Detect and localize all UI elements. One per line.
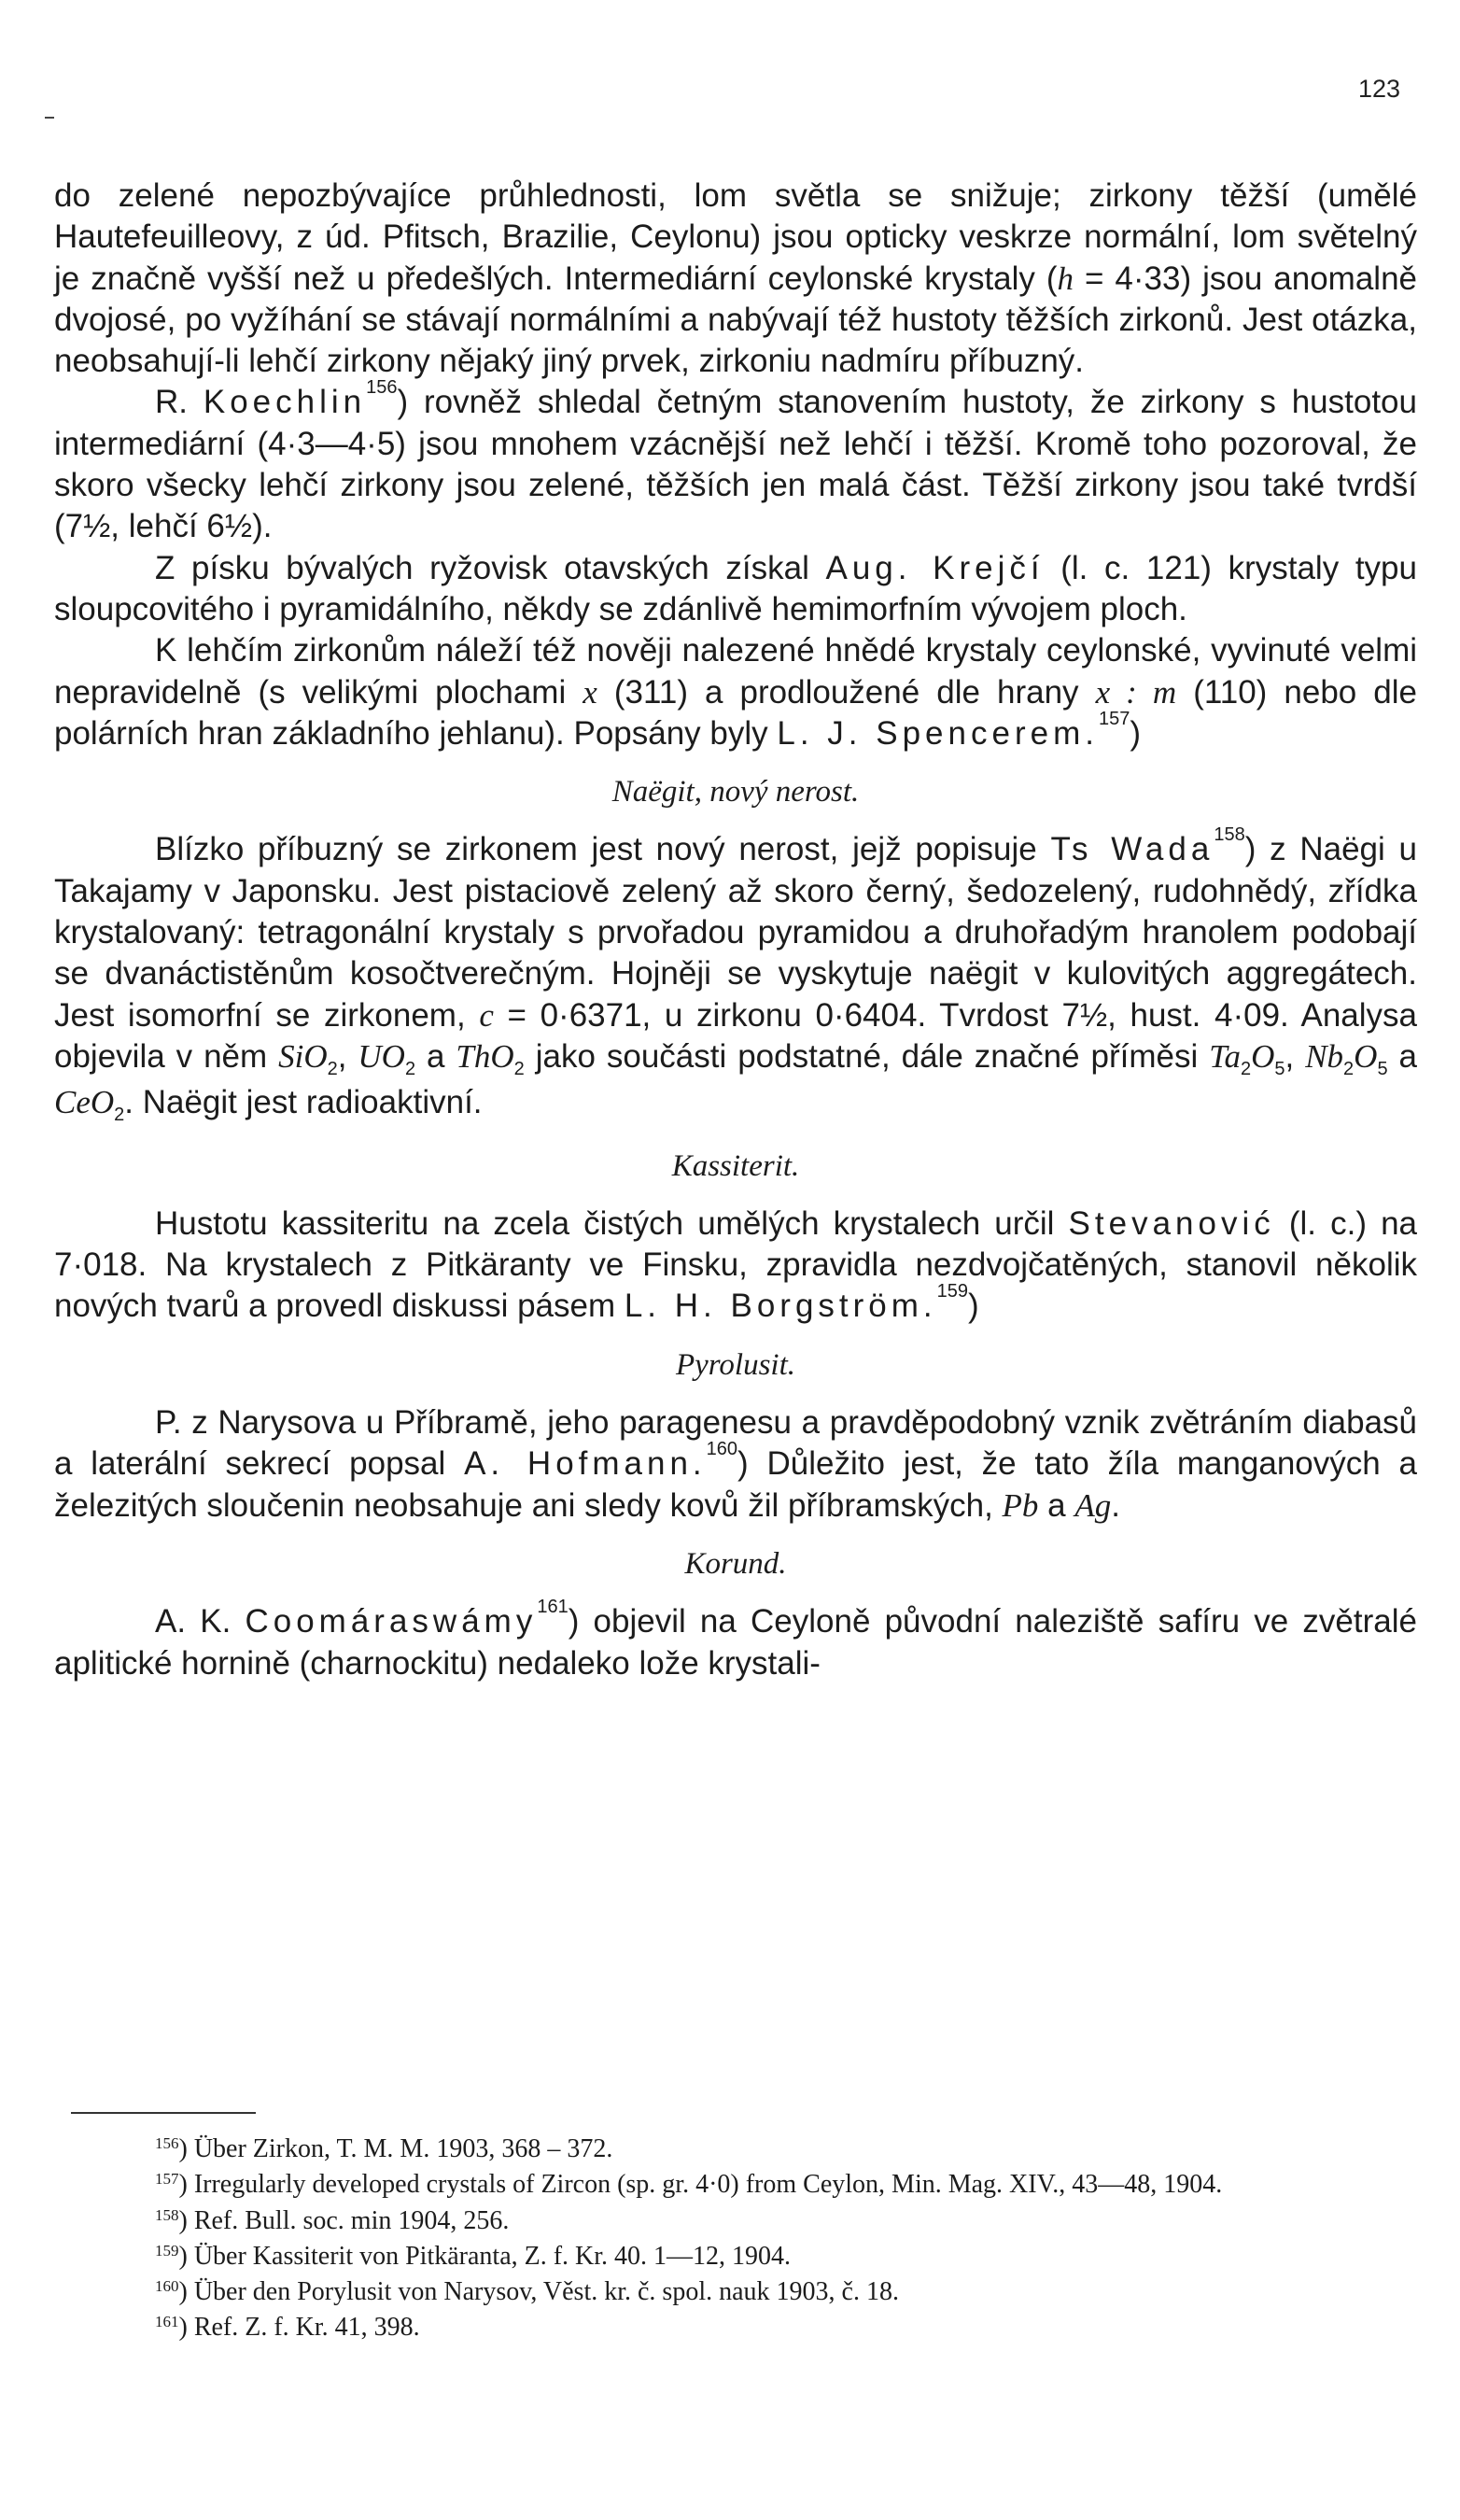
author-name: Koechlin (203, 384, 367, 421)
author-name: A. Hofmann. (464, 1445, 707, 1483)
section-heading-pyrolusit: Pyrolusit. (675, 1347, 796, 1382)
page-number: 123 (1358, 75, 1401, 103)
paragraph-koechlin: R. Koechlin$^{156}$) rovněž shledal četným stanovením hustoty, že zirkony s hustotou intermediární (4·3—4·5) jsou mnohem vzácnější než lehčí i těžší. Kromě toho pozoroval, že skoro všecky lehčí zirkony jsou zelené, těžších jen malá část. Těžší zirkony jsou také tvrdší (7½, lehčí 6½). (54, 377, 1417, 545)
footnote: $^{159}$) Über Kassiterit von Pitkäranta, Z. f. Kr. 40. 1—12, 1904. (155, 2241, 792, 2271)
footnote-ref: 157 (1098, 708, 1130, 729)
paragraph-zirkon-continued: do zelené nepozbývajíce průhlednosti, lom světla se snižuje; zirkony těžší (umělé Hautefeuilleovy, z úd. Pfitsch, Brazilie, Ceylonu) jsou opticky veskrze normální, lom světelný je značně vyšší než u předešlých. Intermediární ceylonské krystaly (h = 4·33) jsou anomalně dvojosé, po vyžíhání se stávají normálními a nabývají též hustoty těžších zirkonů. Jest otázka, neobsahují-li lehčí zirkony nějaký jiný prvek, zirkoniu nadmíru příbuzný. (54, 177, 1417, 380)
footnotes (54, 2133, 1417, 2347)
footnote: $^{156}$) Über Zirkon, T. M. M. 1903, 368 – 372. (155, 2134, 613, 2163)
paragraph-krejci: Z písku bývalých ryžovisk otavských získal Aug. Krejčí (l. c. 121) krystaly typu sloupcovitého i pyramidálního, někdy se zdánlivě hemimorfním vývojem ploch. (54, 549, 1417, 627)
footnote: $^{157}$) Irregularly developed crystals of Zircon (sp. gr. 4·0) from Ceylon, Min. Mag. XIV., 43—48, 1904. (155, 2170, 1223, 2200)
footnote-divider (71, 2112, 256, 2114)
paragraph-naegit: Blízko příbuzný se zirkonem jest nový nerost, jejž popisuje Ts Wada$^{158}$) z Naëgi u Takajamy v Japonsku. Jest pistaciově zelený až skoro černý, šedozelený, rudohnědý, zřídka krystalovaný: tetragonální krystaly s prvořadou pyramidou a druhořadým hranolem podobají se dvanáctistěnům kosočtverečným. Hojněji se vyskytuje naëgit v kulovitých aggregátech. Jest isomorfní se zirkonem, c = 0·6371, u zirkonu 0·6404. Tvrdost 7½, hust. 4·09. Analysa objevila v něm SiO$_2$, $UO_2$ a ThO$_2$ jako součásti podstatné, dále značné příměsi $Ta_2O_5$, $Nb_2O_5$ a CeO$_2$. Naëgit jest radioaktivní. (54, 824, 1417, 1126)
section-heading-naegit: Naëgit, nový nerost. (611, 775, 860, 809)
footnote: $^{161}$) Ref. Z. f. Kr. 41, 398. (155, 2313, 420, 2343)
footnote-ref: 156 (366, 377, 398, 399)
paragraph-pyrolusit: P. z Narysova u Příbramě, jeho paragenesu a pravděpodobný vznik zvětráním diabasů a laterální sekrecí popsal A. Hofmann.$^{160}$) Důležito jest, že tato žíla manganových a železitých sloučenin neobsahuje ani sledy kovů žil příbramských, Pb a Ag. (54, 1404, 1417, 1524)
author-name: Aug. Krejčí (825, 549, 1045, 586)
author-name: L. J. Spencerem. (777, 714, 1099, 752)
author-name: Stevanović (1068, 1204, 1275, 1242)
paragraph-korund: A. K. Coomáraswámy$^{161}$) objevil na Ceyloně původní naleziště safíru ve zvětralé aplitické hornině (charnockitu) nedaleko lože krystali- (54, 1597, 1417, 1682)
footnote-ref: 159 (936, 1281, 969, 1302)
footnote: $^{158}$) Ref. Bull. soc. min 1904, 256. (155, 2205, 510, 2235)
footnote-ref: 158 (1214, 824, 1245, 846)
section-heading-korund: Korund. (684, 1546, 787, 1581)
author-name: Ts Wada (1050, 831, 1214, 868)
paragraph-spencer: K lehčím zirkonům náleží též nověji nalezené hnědé krystaly ceylonské, vyvinuté velmi nepravidelně (s velikými plochami x (311) a prodloužené dle hrany x : m (110) nebo dle polárních hran základního jehlanu). Popsány byly L. J. Spencerem.$^{157}$) (54, 632, 1417, 752)
main-text (54, 176, 1417, 1684)
author-name: L. H. Borgström. (624, 1288, 937, 1325)
footnote-ref: 161 (537, 1597, 569, 1618)
margin-mark (45, 117, 54, 119)
paragraph-kassiterit: Hustotu kassiteritu na zcela čistých umělých krystalech určil Stevanović (l. c.) na 7·018. Na krystalech z Pitkäranty ve Finsku, zpravidla nezdvojčatěných, stanovil několik nových tvarů a provedl diskussi pásem L. H. Borgström.$^{159}$) (54, 1204, 1417, 1325)
footnote-ref: 160 (706, 1439, 738, 1460)
author-name: Coomáraswámy (245, 1603, 538, 1640)
footnote: $^{160}$) Über den Porylusit von Narysov, Věst. kr. č. spol. nauk 1903, č. 18. (155, 2277, 899, 2307)
section-heading-kassiterit: Kassiterit. (671, 1148, 800, 1183)
